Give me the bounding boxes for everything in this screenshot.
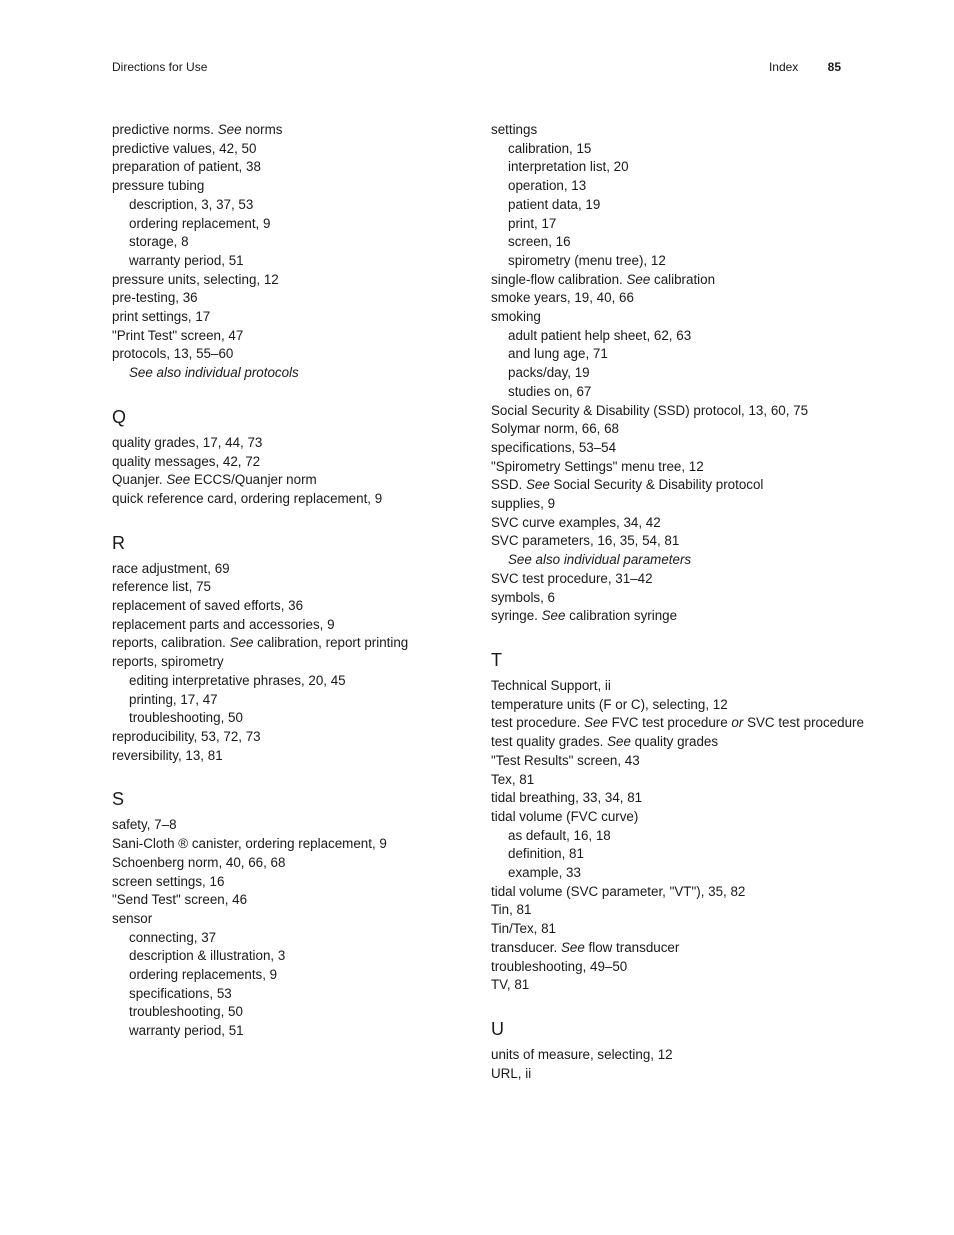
index-entry	[112, 597, 462, 616]
index-letter-heading: Q	[112, 406, 127, 427]
index-entry	[491, 883, 841, 902]
index-entry	[112, 434, 462, 453]
entry-text: ordering replacement, 9	[129, 215, 271, 231]
entry-text: specifications, 53–54	[491, 439, 617, 455]
index-entry	[491, 920, 841, 939]
index-entry	[491, 771, 841, 790]
cross-reference-term: See	[607, 734, 631, 750]
index-entry	[491, 714, 864, 733]
entry-text: ordering replacements, 9	[129, 967, 278, 983]
index-subentry	[112, 691, 462, 710]
entry-text: units of measure, selecting, 12	[491, 1046, 673, 1062]
index-entry	[112, 289, 462, 308]
index-entry	[112, 616, 462, 635]
cross-reference-term: See	[525, 477, 550, 493]
entry-text: Quanjer.	[112, 472, 167, 488]
entry-text: smoking	[491, 309, 541, 325]
index-entry	[112, 271, 462, 290]
index-entry	[112, 177, 462, 196]
index-subentry	[491, 158, 841, 177]
index-entry	[491, 901, 841, 920]
entry-text: protocols, 13, 55–60	[112, 346, 234, 362]
index-entry	[491, 271, 841, 290]
entry-text: interpretation list, 20	[508, 159, 629, 175]
index-subentry	[112, 985, 462, 1004]
entry-text: Tex, 81	[491, 771, 535, 787]
entry-text: predictive values, 42, 50	[112, 140, 257, 156]
entry-text: storage, 8	[129, 234, 189, 250]
entry-text: syringe.	[491, 608, 542, 624]
entry-text: Tin, 81	[491, 902, 532, 918]
index-subentry	[112, 966, 462, 985]
entry-text: "Send Test" screen, 46	[112, 892, 248, 908]
index-letter-heading: T	[491, 649, 502, 670]
entry-text: preparation of patient, 38	[112, 159, 261, 175]
entry-text: SVC curve examples, 34, 42	[491, 514, 661, 530]
index-entry	[491, 514, 841, 533]
entry-text: Social Security & Disability protocol	[549, 477, 764, 493]
index-subentry	[112, 215, 462, 234]
entry-text: replacement parts and accessories, 9	[112, 616, 335, 632]
index-entry	[491, 696, 841, 715]
entry-text: studies on, 67	[508, 383, 592, 399]
index-subentry	[112, 929, 462, 948]
entry-text: test procedure.	[491, 715, 585, 731]
entry-text: calibration, 15	[508, 140, 592, 156]
entry-text: settings	[491, 122, 538, 137]
index-entry	[491, 121, 841, 140]
entry-text: "Spirometry Settings" menu tree, 12	[491, 458, 704, 474]
index-entry	[112, 747, 462, 766]
index-subentry	[491, 327, 841, 346]
index-entry	[491, 607, 841, 626]
entry-text: predictive norms.	[112, 122, 218, 137]
index-subentry	[491, 140, 841, 159]
index-entry	[491, 1046, 841, 1065]
entry-text: supplies, 9	[491, 496, 556, 512]
entry-text: SVC test procedure, 31–42	[491, 570, 653, 586]
index-entry	[491, 976, 841, 995]
entry-text: packs/day, 19	[508, 365, 590, 381]
index-entry	[491, 789, 841, 808]
entry-text: "Print Test" screen, 47	[112, 327, 244, 343]
entry-text: printing, 17, 47	[129, 691, 218, 707]
cross-reference-term: See	[626, 271, 651, 287]
index-subentry	[112, 1022, 462, 1041]
entry-text: Schoenberg norm, 40, 66, 68	[112, 854, 286, 870]
entry-text: calibration	[650, 271, 716, 287]
index-entry	[112, 728, 462, 747]
index-subentry	[491, 551, 841, 570]
entry-text: reports, spirometry	[112, 654, 224, 670]
index-column-left	[112, 121, 462, 1041]
index-entry	[112, 835, 462, 854]
entry-text: example, 33	[508, 865, 581, 881]
index-entry	[491, 532, 841, 551]
index-entry	[112, 308, 462, 327]
index-subentry	[112, 252, 462, 271]
index-entry	[491, 476, 841, 495]
index-subentry	[491, 345, 841, 364]
cross-reference-term: See	[217, 122, 242, 137]
page-number: 85	[827, 60, 841, 74]
entry-text: SVC test procedure	[743, 715, 864, 731]
entry-text: operation, 13	[508, 178, 587, 194]
entry-text: print, 17	[508, 215, 557, 231]
entry-text: adult patient help sheet, 62, 63	[508, 327, 692, 343]
cross-reference-term: See	[166, 472, 191, 488]
entry-text: reports, calibration.	[112, 635, 230, 651]
entry-text: norms	[241, 122, 283, 137]
index-entry	[112, 653, 462, 672]
index-entry	[491, 570, 841, 589]
cross-reference-term: See	[541, 608, 566, 624]
entry-text: Technical Support, ii	[491, 677, 611, 693]
index-entry	[491, 402, 841, 421]
entry-text: symbols, 6	[491, 589, 555, 605]
index-subentry	[112, 196, 462, 215]
entry-text: SSD.	[491, 477, 526, 493]
index-entry	[112, 158, 462, 177]
cross-reference-term: See	[584, 715, 608, 731]
index-subentry	[112, 1003, 462, 1022]
index-subentry	[112, 672, 462, 691]
entry-text: flow transducer	[584, 939, 680, 955]
index-entry	[112, 816, 462, 835]
index-subentry	[112, 364, 462, 383]
entry-text: calibration, report printing	[253, 635, 409, 651]
entry-text: as default, 16, 18	[508, 827, 611, 843]
index-entry	[491, 308, 841, 327]
entry-text: description & illustration, 3	[129, 948, 286, 964]
entry-text: pre-testing, 36	[112, 290, 198, 306]
entry-text: connecting, 37	[129, 929, 217, 945]
index-entry	[491, 958, 841, 977]
index-entry	[112, 560, 462, 579]
index-letter-heading: S	[112, 789, 125, 810]
index-entry	[491, 1065, 841, 1084]
index-subentry	[491, 233, 841, 252]
index-entry	[112, 327, 462, 346]
index-subentry	[112, 233, 462, 252]
index-column-right	[491, 121, 864, 1083]
index-entry	[491, 752, 841, 771]
cross-reference-term: or	[731, 715, 744, 731]
index-entry	[491, 808, 841, 827]
entry-text: description, 3, 37, 53	[129, 196, 254, 212]
entry-text: safety, 7–8	[112, 817, 177, 833]
entry-text: temperature units (F or C), selecting, 12	[491, 696, 728, 712]
index-entry	[112, 873, 462, 892]
entry-text: ECCS/Quanjer norm	[190, 472, 317, 488]
entry-text: race adjustment, 69	[112, 560, 230, 576]
cross-reference-term: See also individual protocols	[129, 365, 299, 381]
header-right	[769, 60, 841, 74]
entry-text: tidal volume (FVC curve)	[491, 808, 639, 824]
index-entry	[491, 495, 841, 514]
index-subentry	[112, 947, 462, 966]
index-entry	[112, 490, 462, 509]
entry-text: test quality grades.	[491, 734, 608, 750]
index-entry	[491, 289, 841, 308]
entry-text: FVC test procedure	[607, 715, 732, 731]
entry-text: Tin/Tex, 81	[491, 921, 556, 937]
entry-text: SVC parameters, 16, 35, 54, 81	[491, 533, 680, 549]
index-entry	[491, 458, 841, 477]
entry-text: troubleshooting, 49–50	[491, 958, 628, 974]
page-header	[112, 60, 841, 76]
entry-text: definition, 81	[508, 846, 584, 862]
index-entry	[491, 939, 841, 958]
index-subentry	[491, 196, 841, 215]
entry-text: troubleshooting, 50	[129, 1004, 243, 1020]
index-entry	[491, 589, 841, 608]
entry-text: screen settings, 16	[112, 873, 225, 889]
index-entry	[112, 453, 462, 472]
entry-text: tidal volume (SVC parameter, "VT"), 35, 82	[491, 883, 746, 899]
cross-reference-term: See	[560, 939, 585, 955]
index-letter-heading: U	[491, 1018, 504, 1039]
entry-text: print settings, 17	[112, 309, 211, 325]
index-entry	[112, 471, 462, 490]
index-entry	[112, 910, 462, 929]
index-subentry	[491, 383, 841, 402]
entry-text: calibration syringe	[565, 608, 678, 624]
index-subentry	[491, 215, 841, 234]
document-title: Directions for Use	[112, 60, 208, 74]
index-entry	[491, 677, 841, 696]
entry-text: tidal breathing, 33, 34, 81	[491, 790, 643, 806]
index-subentry	[491, 177, 841, 196]
index-subentry	[491, 864, 841, 883]
entry-text: troubleshooting, 50	[129, 710, 243, 726]
entry-text: and lung age, 71	[508, 346, 608, 362]
entry-text: pressure units, selecting, 12	[112, 271, 279, 287]
index-entry	[112, 891, 462, 910]
index-entry	[112, 578, 462, 597]
index-entry	[112, 345, 462, 364]
entry-text: quality grades, 17, 44, 73	[112, 434, 263, 450]
entry-text: reversibility, 13, 81	[112, 747, 223, 763]
entry-text: spirometry (menu tree), 12	[508, 252, 666, 268]
cross-reference-term: See	[229, 635, 254, 651]
entry-text: "Test Results" screen, 43	[491, 752, 640, 768]
entry-text: transducer.	[491, 939, 561, 955]
entry-text: sensor	[112, 910, 153, 926]
index-subentry	[491, 364, 841, 383]
entry-text: Sani-Cloth ® canister, ordering replacement, 9	[112, 836, 387, 852]
entry-text: Solymar norm, 66, 68	[491, 421, 620, 437]
entry-text: reference list, 75	[112, 579, 211, 595]
entry-text: TV, 81	[491, 977, 530, 993]
entry-text: URL, ii	[491, 1065, 532, 1081]
index-entry	[112, 634, 462, 653]
entry-text: screen, 16	[508, 234, 571, 250]
index-letter-heading: R	[112, 532, 125, 553]
entry-text: quick reference card, ordering replacement, 9	[112, 490, 383, 506]
index-subentry	[491, 845, 841, 864]
entry-text: quality grades	[630, 734, 719, 750]
index-subentry	[491, 252, 841, 271]
index-subentry	[112, 709, 462, 728]
entry-text: Social Security & Disability (SSD) protocol, 13, 60, 75	[491, 402, 809, 418]
section-name: Index	[768, 60, 799, 74]
entry-text: quality messages, 42, 72	[112, 453, 261, 469]
cross-reference-term: See also individual parameters	[508, 552, 692, 568]
entry-text: replacement of saved efforts, 36	[112, 598, 304, 614]
entry-text: reproducibility, 53, 72, 73	[112, 728, 261, 744]
entry-text: specifications, 53	[129, 985, 232, 1001]
index-entry	[491, 439, 841, 458]
entry-text: warranty period, 51	[129, 252, 244, 268]
entry-text: editing interpretative phrases, 20, 45	[129, 672, 346, 688]
entry-text: single-flow calibration.	[491, 271, 627, 287]
index-entry	[112, 121, 462, 140]
entry-text: patient data, 19	[508, 196, 601, 212]
index-entry	[112, 854, 462, 873]
entry-text: warranty period, 51	[129, 1023, 244, 1039]
index-subentry	[491, 827, 841, 846]
entry-text: smoke years, 19, 40, 66	[491, 290, 634, 306]
index-entry	[491, 420, 841, 439]
index-entry	[112, 140, 462, 159]
index-entry	[491, 733, 841, 752]
entry-text: pressure tubing	[112, 178, 205, 194]
